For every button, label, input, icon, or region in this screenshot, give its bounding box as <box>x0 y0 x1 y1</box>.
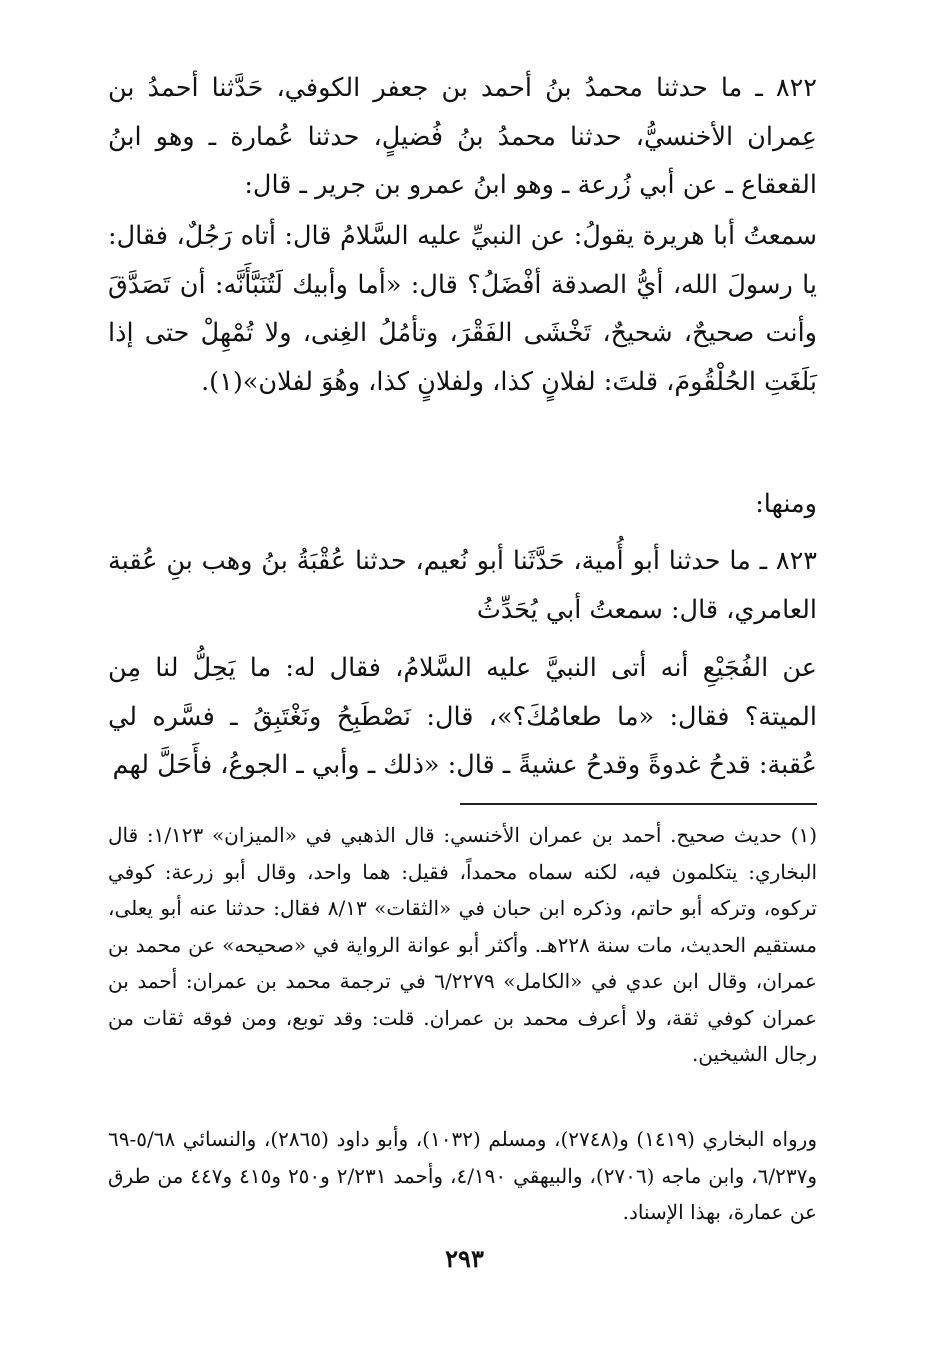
hadith-823-matn <box>108 644 817 790</box>
section-label <box>108 480 817 529</box>
hadith-822-matn <box>108 212 817 406</box>
hadith-823-matn-text: عن الفُجَيْعِ أنه أتى النبيَّ عليه السَّلامُ، فقال له: ما يَحِلُّ لنا مِن الميتة؟ فقال: «ما طعامُكَ؟»، قال: نَصْطَبِحُ ونَغْتَبِقُ ـ فسَّره لي عُقبة: قدحُ غدوةً وقدحُ عشيةً ـ قال: «ذلك ـ وأبي ـ الجوعُ، فأَحَلَّ لهم <box>108 653 817 780</box>
footnote-separator <box>460 803 817 805</box>
hadith-822-matn-text: سمعتُ أبا هريرة يقولُ: عن النبيِّ عليه السَّلامُ قال: أتاه رَجُلٌ، فقال: يا رسولَ الله، أيُّ الصدقة أفْضَلُ؟ قال: «أما وأبيك لَتُنَبَّأَنَّه: أن تَصَدَّقَ وأنت صحيحٌ، شحيحٌ، تَخْشَى الفَقْرَ، وتأمُلُ الغِنى، ولا تُمْهِلْ حتى إذا بَلَغَتِ الحُلْقُومَ، قلتَ: لفلانٍ كذا، ولفلانٍ كذا، وهُوَ لفلان»(١). <box>108 221 817 397</box>
footnote-1-text: (١) حديث صحيح. أحمد بن عمران الأخنسي: قال الذهبي في «الميزان» ١/١٢٣: قال البخاري: يتكلمون فيه، لكنه سماه محمداً، فقيل: هما واحد، وقال أبو زرعة: كوفي تركوه، وتركه أبو حاتم، وذكره ابن حبان في «الثقات» ٨/١٣ فقال: حدثنا عنه أبو يعلى، مستقيم الحديث، مات سنة ٢٢٨هـ. وأكثر أبو عوانة الرواية في «صحيحه» عن محمد بن عمران، وقال ابن عدي في «الكامل» ٦/٢٢٧٩ في ترجمة محمد بن عمران: أحمد بن عمران كوفي ثقة، ولا أعرف محمد بن عمران. قلت: وقد توبع، ومن فوقه ثقات من رجال الشيخين. <box>108 823 817 1066</box>
footnote-1-continuation-text: ورواه البخاري (١٤١٩) و(٢٧٤٨)، ومسلم (١٠٣٢)، وأبو داود (٢٨٦٥)، والنسائي ٥/٦٨-٦٩ و٦/٢٣٧، وابن ماجه (٢٧٠٦)، والبيهقي ٤/١٩٠، وأحمد ٢/٢٣١ و٢٥٠ و٤١٥ و٤٤٧ من طرق عن عمارة، بهذا الإسناد. <box>108 1127 818 1224</box>
section-label-text: ومنها: <box>755 489 817 519</box>
hadith-822-isnad-text: ٨٢٢ ـ ما حدثنا محمدُ بنُ أحمد بن جعفر الكوفي، حَدَّثنا أحمدُ بن عِمران الأخنسيُّ، حدثنا محمدُ بنُ فُضيلٍ، حدثنا عُمارة ـ وهو ابنُ القعقاع ـ عن أبي زُرعة ـ وهو ابنُ عمرو بن جرير ـ قال: <box>108 73 817 200</box>
footnote-1 <box>108 817 817 1073</box>
hadith-822-isnad <box>108 64 817 210</box>
hadith-823-isnad <box>108 537 817 634</box>
footnote-1-continuation <box>108 1121 817 1231</box>
hadith-823-isnad-text: ٨٢٣ ـ ما حدثنا أبو أُمية، حَدَّثَنا أبو نُعيم، حدثنا عُقْبَةُ بنُ وهب بنِ عُقبة العامري، قال: سمعتُ أبي يُحَدِّثُ <box>108 546 817 625</box>
page-number: ٢٩٣ <box>445 1244 484 1273</box>
